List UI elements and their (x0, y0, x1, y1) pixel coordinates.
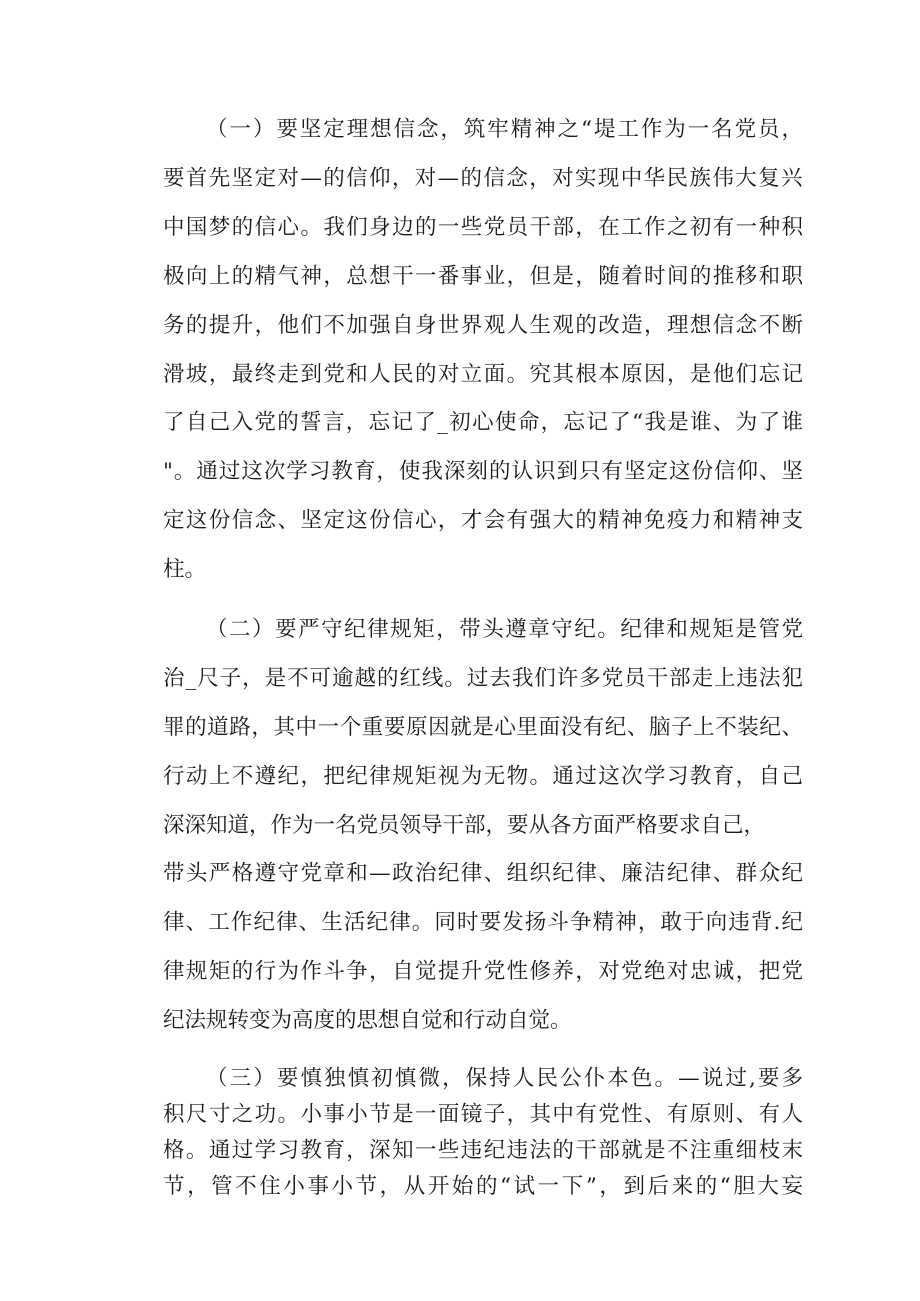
paragraph-2-line-8: 律规矩的行为作斗争，自觉提升党性修养，对党绝对忠诚，把党 (163, 959, 803, 984)
paragraph-1-line-6: 滑坡，最终走到党和人民的对立面。究其根本原因，是他们忘记 (163, 362, 803, 387)
paragraph-2-line-6: 带头严格遵守党章和—政治纪律、组织纪律、廉洁纪律、群众纪 (163, 861, 803, 886)
paragraph-3-line-1: （三）要慎独慎初慎微，保持人民公仆本色。—说过,要多 (206, 1066, 803, 1091)
paragraph-1-line-10: 柱。 (163, 557, 207, 582)
paragraph-1-line-5: 务的提升，他们不加强自身世界观人生观的改造，理想信念不断 (163, 313, 803, 338)
paragraph-2-line-9: 纪法规转变为高度的思想自觉和行动自觉。 (163, 1008, 572, 1033)
paragraph-1-line-8: "。通过这次学习教育，使我深刻的认识到只有坚定这份信仰、坚 (163, 459, 803, 484)
paragraph-2-line-1: （二）要严守纪律规矩，带头遵章守纪。纪律和规矩是管党 (206, 617, 803, 642)
paragraph-1-line-4: 极向上的精气神，总想干一番事业，但是，随着时间的推移和职 (163, 264, 803, 289)
paragraph-2-line-5: 深深知道，作为一名党员领导干部，要从各方面严格要求自己， (163, 813, 766, 838)
paragraph-1-line-3: 中国梦的信心。我们身边的一些党员干部，在工作之初有一种积 (163, 215, 803, 240)
paragraph-3-line-4: 节，管不住小事小节，从开始的“试一下”，到后来的“胆大妄 (163, 1174, 803, 1199)
paragraph-2-line-2: 治_尺子，是不可逾越的红线。过去我们许多党员干部走上违法犯 (163, 666, 803, 691)
paragraph-1-line-1: （一）要坚定理想信念，筑牢精神之“堤工作为一名党员， (206, 117, 803, 142)
paragraph-2-line-3: 罪的道路，其中一个重要原因就是心里面没有纪、脑子上不装纪、 (163, 715, 803, 740)
paragraph-2-line-7: 律、工作纪律、生活纪律。同时要发扬斗争精神，敢于向违背.纪 (163, 910, 803, 935)
paragraph-2-line-4: 行动上不遵纪，把纪律规矩视为无物。通过这次学习教育，自己 (163, 764, 803, 789)
paragraph-1-line-9: 定这份信念、坚定这份信心，才会有强大的精神免疫力和精神支 (163, 508, 803, 533)
paragraph-3-line-2: 积尺寸之功。小事小节是一面镜子，其中有党性、有原则、有人 (163, 1102, 803, 1127)
paragraph-1-line-2: 要首先坚定对—的信仰，对—的信念，对实现中华民族伟大复兴 (163, 166, 803, 191)
paragraph-3-line-3: 格。通过学习教育，深知一些违纪违法的干部就是不注重细枝末 (163, 1138, 803, 1163)
paragraph-1-line-7: 了自己入党的誓言，忘记了_初心使命，忘记了“我是谁、为了谁 (163, 410, 803, 435)
